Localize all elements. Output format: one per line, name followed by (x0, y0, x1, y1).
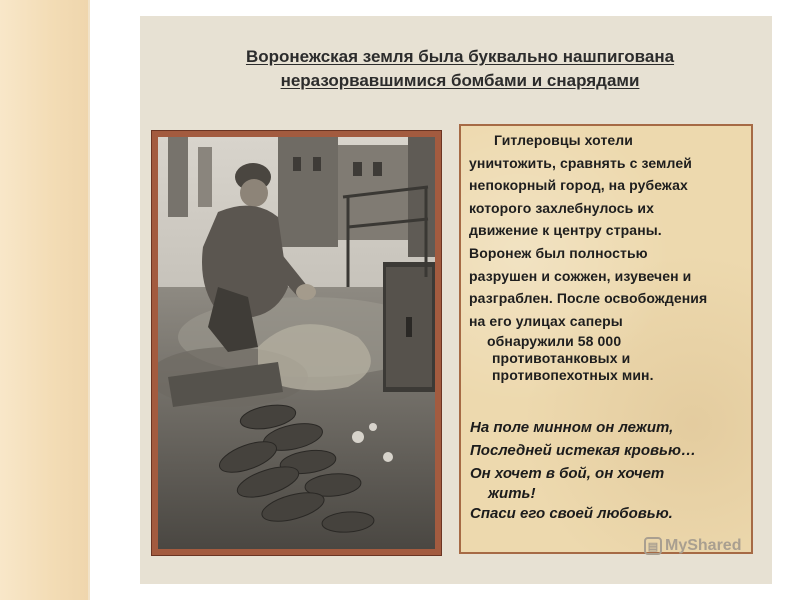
prose-line: непокорный город, на рубежах (469, 177, 688, 194)
prose-line: уничтожить, сравнять с землей (469, 154, 692, 171)
watermark (644, 535, 741, 557)
prose-line: на его улицах саперы (469, 312, 623, 329)
photo-frame (152, 131, 441, 555)
prose-line: обнаружили 58 000 (487, 333, 622, 350)
slide-title-line-2: неразорвавшимися бомбами и снарядами (280, 71, 640, 90)
text-box (459, 124, 753, 554)
prose-line: противотанковых и (492, 350, 631, 367)
prose-paragraph (469, 129, 751, 384)
slide-title-line-1: Воронежская земля была буквально нашпигована (245, 47, 675, 66)
poem-line: жить! (488, 485, 536, 502)
slide-title (170, 45, 750, 93)
poem-line: Спаси его своей любовью. (470, 505, 673, 522)
poem-line: Последней истекая кровью… (470, 442, 696, 459)
prose-line: движение к центру страны. (469, 222, 662, 239)
poem-line: На поле минном он лежит, (470, 419, 674, 436)
prose-line: Гитлеровцы хотели (494, 132, 634, 148)
left-decorative-stripe (0, 0, 88, 600)
watermark-text: MyShared (665, 537, 742, 554)
prose-line: которого захлебнулось их (469, 199, 654, 216)
prose-line: разграблен. После освобождения (469, 290, 708, 307)
myshared-logo-icon: ▤ (644, 537, 662, 555)
prose-line: разрушен и сожжен, изувечен и (469, 267, 692, 284)
prose-line: противопехотных мин. (492, 367, 654, 384)
soldier-with-mines-photo (158, 137, 435, 549)
poem-line: Он хочет в бой, он хочет (470, 465, 665, 482)
poem (470, 416, 750, 525)
prose-line: Воронеж был полностью (469, 244, 648, 261)
